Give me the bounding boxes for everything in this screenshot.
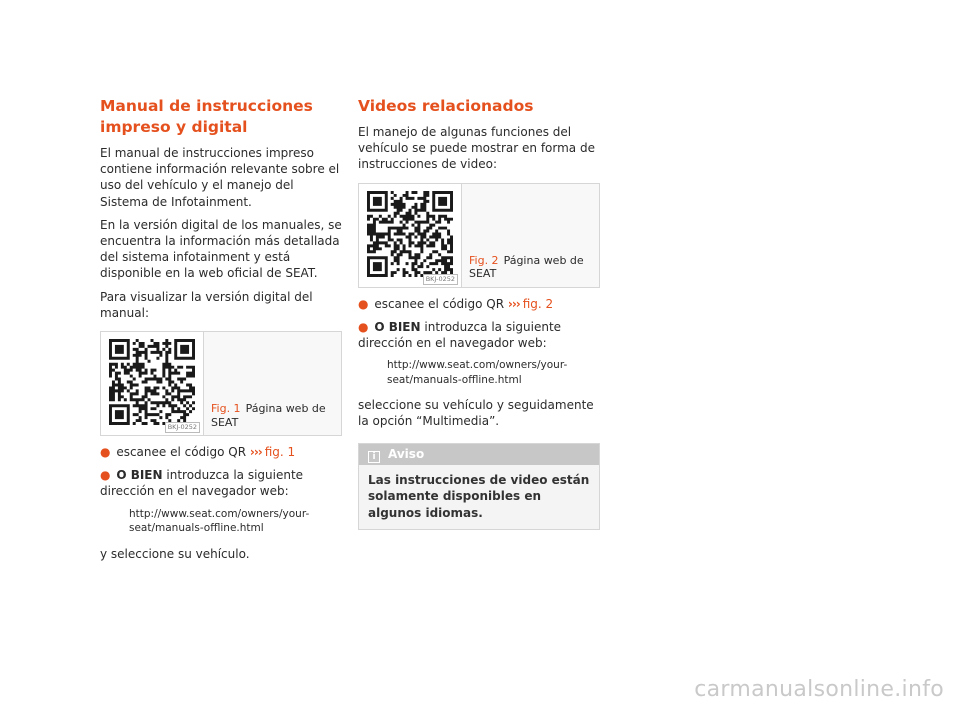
paragraph: El manejo de algunas funciones del vehículo se puede mostrar en forma de instrucciones de video: [358, 125, 595, 172]
arrows-icon: ››› [507, 296, 520, 311]
paragraph: seleccione su vehículo y seguidamente la opción “Multimedia”. [358, 398, 594, 429]
figure-2 [358, 183, 600, 288]
figure-reference-link[interactable]: ››› fig. 2 [507, 296, 554, 311]
qr-code-frame [101, 332, 204, 435]
paragraph: En la versión digital de los manuales, se encuentra la información más detallada del sistema infotainment y está disponible en la web oficial de SEAT. [100, 217, 342, 281]
notice-box [358, 443, 600, 531]
bullet-enter-url: ● O BIEN introduzca la siguiente dirección en el navegador web: [100, 468, 304, 499]
bullet-dot-icon: ● [358, 296, 369, 311]
left-column [100, 96, 342, 569]
figure-number: Fig. 1 [211, 402, 241, 416]
info-icon: i [368, 451, 380, 463]
qr-code-frame [359, 184, 462, 287]
section-title-printed-manual: Manual de instrucciones impreso y digital [100, 97, 313, 136]
paragraph: El manual de instrucciones impreso contiene información relevante sobre el uso del vehículo y el manejo del Sistema de Infotainment. [100, 146, 340, 209]
keyword-or: O BIEN [374, 319, 421, 334]
notice-header [359, 444, 599, 465]
figure-caption-text: Página web de SEAT [469, 253, 584, 281]
notice-text: Las instrucciones de video están solamente disponibles en algunos idiomas. [359, 465, 599, 530]
bullet-scan-qr: ● escanee el código QR ››› fig. 1 [100, 445, 296, 460]
qr-code-icon [109, 339, 195, 425]
figure-caption [469, 254, 594, 281]
figure-caption-text: Página web de SEAT [211, 402, 326, 429]
bullet-dot-icon: ● [100, 468, 111, 483]
bullet-scan-qr: ● escanee el código QR ››› fig. 2 [358, 296, 554, 311]
figure-code: BKJ-0252 [165, 422, 200, 433]
bullet-dot-icon: ● [358, 319, 369, 334]
manual-url: http://www.seat.com/owners/your-seat/manuals-offline.html [387, 359, 568, 386]
right-column [358, 96, 600, 530]
arrows-icon: ››› [249, 445, 262, 460]
figure-number: Fig. 2 [469, 253, 499, 267]
figure-caption [211, 402, 336, 429]
figure-reference-link[interactable]: ››› fig. 1 [249, 445, 296, 460]
paragraph: y seleccione su vehículo. [100, 546, 250, 561]
figure-1 [100, 331, 342, 436]
bullet-enter-url: ● O BIEN introduzca la siguiente dirección en el navegador web: [358, 319, 562, 351]
qr-code-icon [367, 191, 453, 277]
figure-code: BKJ-0252 [423, 274, 458, 285]
section-title-videos: Videos relacionados [358, 97, 534, 115]
paragraph: Para visualizar la versión digital del manual: [100, 289, 313, 320]
keyword-or: O BIEN [116, 468, 163, 483]
manual-url: http://www.seat.com/owners/your-seat/manuals-offline.html [129, 507, 310, 535]
bullet-dot-icon: ● [100, 445, 111, 460]
watermark: carmanualsonline.info [694, 677, 944, 702]
notice-title: Aviso [388, 446, 425, 461]
